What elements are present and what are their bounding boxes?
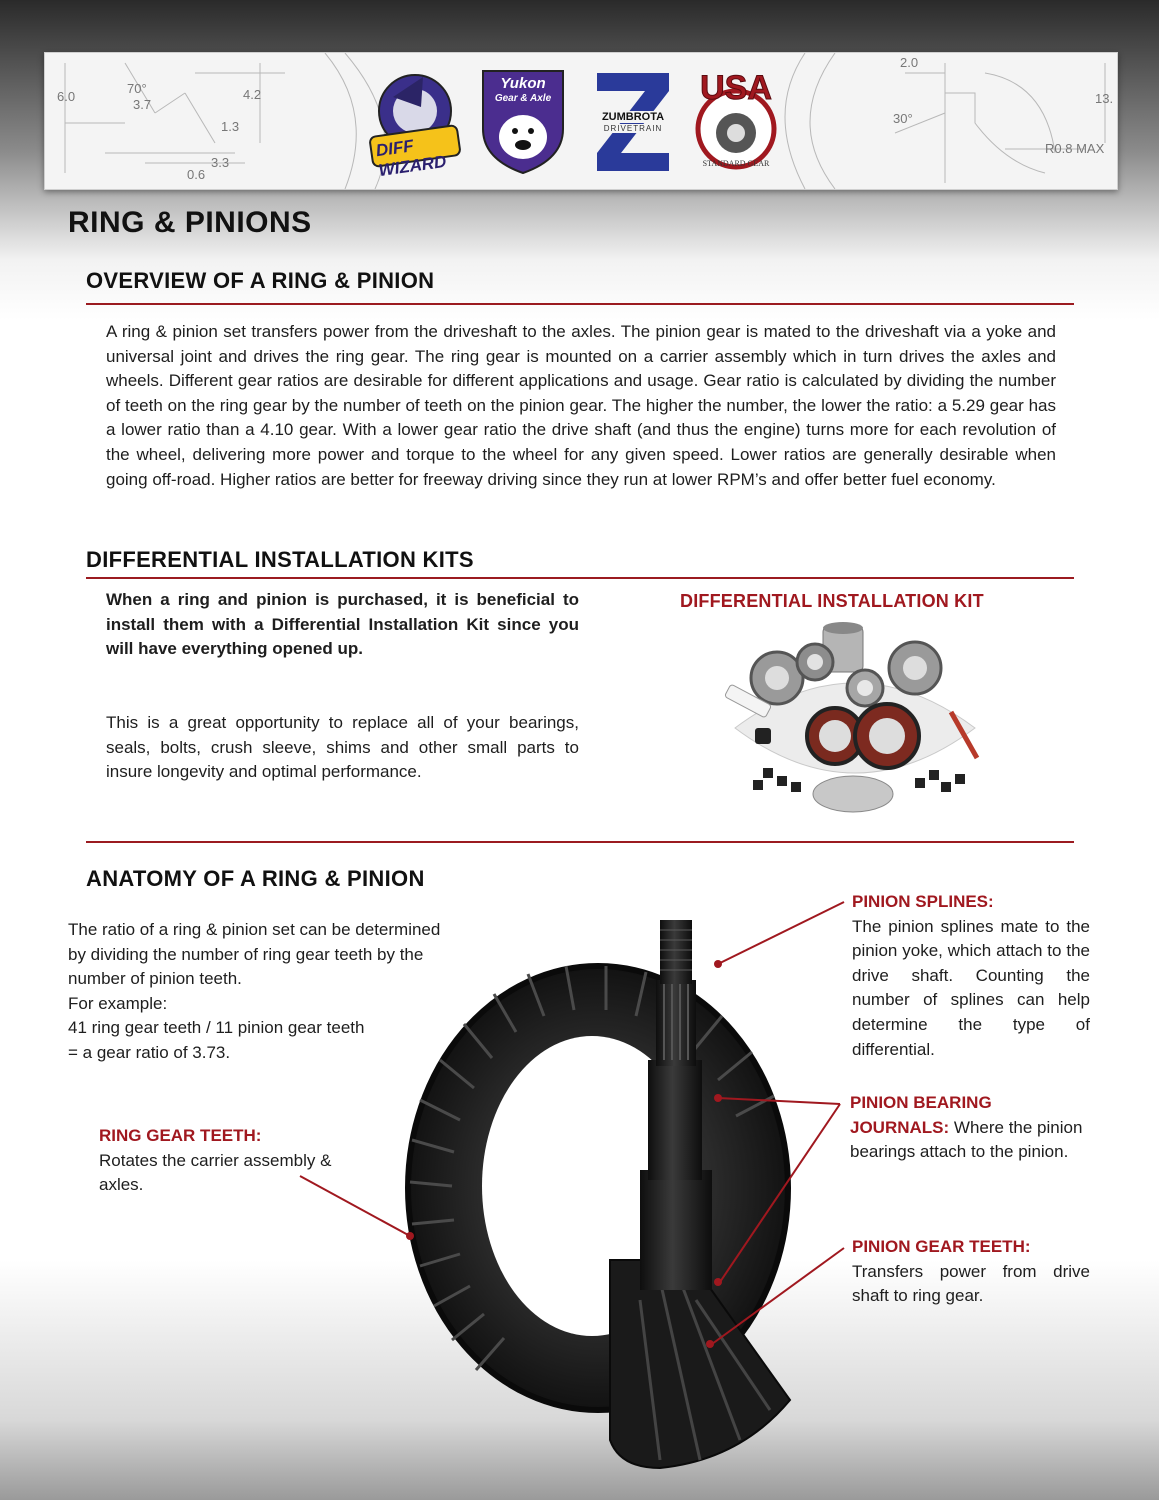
dim-label: 13.: [1095, 91, 1114, 106]
journals-body-start: Where the pinion: [949, 1117, 1083, 1137]
zumbrota-text: ZUMBROTA: [591, 111, 675, 123]
dim-label: 6.0: [57, 89, 76, 104]
dim-label: 4.2: [243, 87, 262, 102]
example-line-2: = a gear ratio of 3.73.: [68, 1042, 231, 1062]
pinion-bearing-journals-title: PINION BEARING: [850, 1093, 992, 1112]
kit-image-title: DIFFERENTIAL INSTALLATION KIT: [680, 591, 984, 611]
example-line-1: 41 ring gear teeth / 11 pinion gear teeth: [68, 1018, 365, 1038]
ratio-text: The ratio of a ring & pinion set can be determined by dividing the number of ring gear teeth by the number of pinion teeth.: [68, 920, 441, 989]
pinion-gear-teeth-title: PINION GEAR TEETH:: [852, 1237, 1031, 1256]
yukon-subtext: Gear & Axle: [494, 93, 552, 104]
standard-gear-text: STANDARD GEAR: [702, 159, 770, 168]
overview-body: A ring & pinion set transfers power from the driveshaft to the axles. The pinion gear is mated to the driveshaft via a yoke and universal joint and drives the ring gear. The ring gear is mounted on a carrier assembly which in turn drives the axles and wheels. Different gear ratios are desirable for different applications and usage. Gear ratio is calculated by dividing the number of teeth on the ring gear by the number of teeth on the pinion gear. The higher the number, the lower the ratio: a 5.29 gear has a lower ratio than a 4.10 gear. With a lower gear ratio the drive shaft (and thus the engine) turns more for each revolution of the wheel, delivering more power and torque to the wheel for any given speed. Lower ratios are generally desirable when going off-road. Higher ratios are better for freeway driving since they run at lower RPM’s and offer better fuel economy.: [106, 322, 1056, 489]
install-kits-para-2: This is a great opportunity to replace all of your bearings, seals, bolts, crush sleeve, shims and other small parts to insure longevity and optimal performance.: [106, 713, 579, 782]
zumbrota-subtext: DRIVETRAIN: [591, 124, 675, 133]
pinion-gear-teeth-body: Transfers power from drive shaft to ring gear.: [852, 1261, 1090, 1306]
dim-label: 0.6: [187, 167, 206, 182]
dim-label: R0.8 MAX: [1045, 141, 1105, 156]
overview-heading: OVERVIEW OF A RING & PINION: [86, 268, 435, 293]
yukon-text: Yukon: [500, 75, 546, 92]
ring-gear-teeth-body: Rotates the carrier assembly & axles.: [99, 1150, 332, 1195]
diff-wizard-text: DIFF WIZARD: [374, 136, 448, 181]
pinion-bearing-journals-callout: [850, 1091, 1120, 1165]
anatomy-heading: ANATOMY OF A RING & PINION: [86, 866, 425, 891]
dim-label: 30°: [893, 111, 913, 126]
example-label: For example:: [68, 993, 168, 1013]
ring-gear-teeth-title: RING GEAR TEETH:: [99, 1126, 262, 1145]
pinion-splines-title: PINION SPLINES:: [852, 892, 994, 911]
ring-gear-teeth-callout: [99, 1124, 359, 1198]
dim-label: 70°: [127, 81, 147, 96]
usa-text: USA: [700, 69, 772, 107]
pinion-splines-callout: [852, 890, 1090, 1062]
install-kits-heading: DIFFERENTIAL INSTALLATION KITS: [86, 547, 474, 572]
dim-label: 3.3: [211, 155, 230, 170]
install-kits-para-1: When a ring and pinion is purchased, it is beneficial to install them with a Differential Installation Kit since you will have everything opened up.: [106, 590, 579, 659]
pinion-gear-teeth-callout: [852, 1235, 1090, 1309]
journals-title-cont: JOURNALS:: [850, 1117, 950, 1137]
pinion-splines-body: The pinion splines mate to the pinion yoke, which attach to the drive shaft. Counting the number of splines can help determine the type of differential.: [852, 916, 1090, 1059]
dim-label: 1.3: [221, 119, 240, 134]
journals-body-end: bearings attach to the pinion.: [850, 1142, 1069, 1162]
page-title: RING & PINIONS: [68, 206, 312, 239]
dim-label: 3.7: [133, 97, 152, 112]
dim-label: 2.0: [900, 55, 919, 70]
